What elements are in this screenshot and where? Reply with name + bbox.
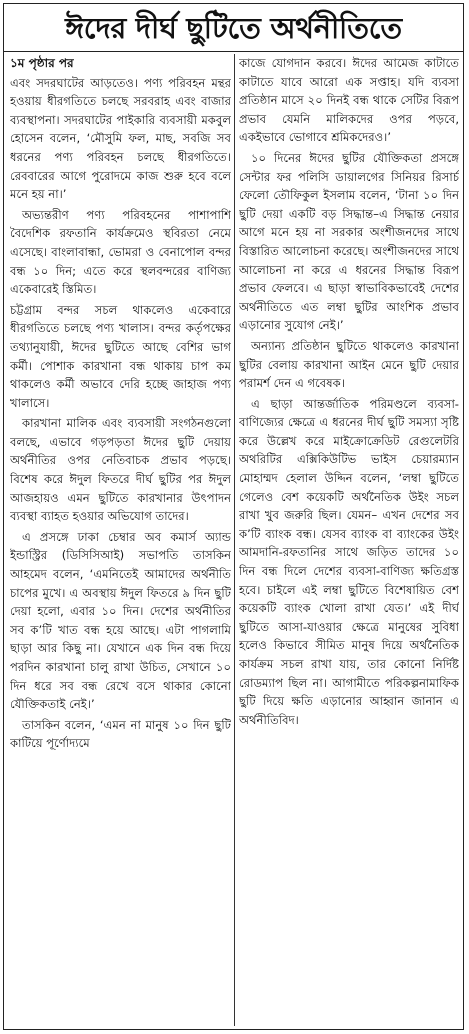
right-column [239,54,459,1026]
paragraph: এ প্রসঙ্গে ঢাকা চেম্বার অব কমার্স অ্যান্ড ইন্ডাস্ট্রির (ডিসিসিআই) সভাপতি তাসকিন আহমেদ বলেন, ‘এমনিতেই আমাদের অর্থনীতি চাপের মুখে। এ অবস্থায় ঈদুল ফিতরে ৯ দিন ছুটি দেয়া হলো, এবার ১০ দিন। দেশের অর্থনীতির সব ক’টি খাত বন্ধ হয়ে আছে। এটা পাগলামি ছাড়া আর কিছু না। যেখানে এক দিন বন্ধ দিয়ে পরদিন কারখানা চালু রাখা উচিত, সেখানে ১০ দিন ধরে সব বন্ধ রেখে বসে থাকার কোনো যৌক্তিকতাই নেই।’ [10,529,231,712]
paragraph: তাসকিন বলেন, ‘এমন না মানুষ ১০ দিন ছুটি কাটিয়ে পূর্ণোদ্যমে [10,717,231,751]
column-divider [234,54,235,1026]
paragraph: এ ছাড়া আন্তর্জাতিক পরিমণ্ডলে ব্যবসা-বাণিজ্যের ক্ষেত্রে এ ধরনের দীর্ঘ ছুটি সমস্যা সৃষ্টি করে উল্লেখ করে মাইক্রোক্রেডিট রেগুলেটরি অথরিটির এক্সিকিউটিভ ভাইস চেয়ারম্যান মোহাম্মদ হেলাল উদ্দিন বলেন, ‘লম্বা ছুটিতে গেলেও বেশ কয়েকটি অর্থনৈতিক উইং সচল রাখা খুব জরুরি ছিল। যেমন– এখন দেশের সব ক’টি ব্যাংক বন্ধ। যেসব ব্যাংক বা ব্যাংকের উইং আমদানি-রফতানির সাথে জড়িত তাদের ১০ দিন বন্ধ দিলে দেশের ব্যবসা-বাণিজ্য ক্ষতিগ্রস্ত হবে। চাইলে এই লম্বা ছুটিতে বিশেষায়িত বেশ কয়েকটি ব্যাংক খোলা রাখা যেত।’ এই দীর্ঘ ছুটিতে আসা-যাওয়ার ক্ষেত্রে মানুষের সুবিধা হলেও কিভাবে সীমিত মানুষ দিয়ে অর্থনৈতিক কার্যক্রম সচল রাখা যায়, তার কোনো নির্দিষ্ট রোডম্যাপ ছিল না। আগামীতে পরিকল্পনামাফিক ছুটি দিয়ে ক্ষতি এড়ানোর আহ্বান জানান এ অর্থনীতিবিদ। [239,396,459,727]
paragraph: অভ্যন্তরীণ পণ্য পরিবহনের পাশাপাশি বৈদেশিক রফতানি কার্যক্রমেও স্থবিরতা নেমে এসেছে। বাংলাবান্ধা, ভোমরা ও বেনাপোল বন্দর বন্ধ ১০ দিন; এতে করে স্থলবন্দরের বাণিজ্য একেবারেই স্তিমিত। [10,207,231,297]
article-headline: ঈদের দীর্ঘ ছুটিতে অর্থনীতিতে [65,11,402,45]
paragraph: কারখানা মালিক এবং ব্যবসায়ী সংগঠনগুলো বলছে, এভাবে গড়পড়তা ঈদের ছুটি দেয়ায় অর্থনীতির ওপর নেতিবাচক প্রভাব পড়ছে। বিশেষ করে ঈদুল ফিতরে দীর্ঘ ছুটির পর ঈদুল আজহায়ও এমন ছুটিতে কারখানার উৎপাদন ব্যবস্থা ব্যাহত হওয়ার অভিযোগ তাদের। [10,416,231,524]
left-column [10,54,231,1026]
paragraph: কাজে যোগদান করবে। ঈদের আমেজ কাটাতে কাটাতে যাবে আরো এক সপ্তাহ। যদি ব্যবসা প্রতিষ্ঠান মাসে ২০ দিনই বন্ধ থাকে সেটির বিরূপ প্রভাব যেমনি মালিকদের ওপর পড়বে, একইভাবে ভোগাবে শ্রমিকদেরও।’ [239,56,459,145]
paragraph: চট্টগ্রাম বন্দর সচল থাকলেও একেবারে ধীরগতিতে চলছে পণ্য খালাস। বন্দর কর্তৃপক্ষের তথ্যানুযায়ী, ঈদের ছুটিতে আছে বেশির ভাগ কর্মী। পোশাক কারখানা বন্ধ থাকায় চাপ কম থাকলেও কর্মী অভাবে দেরি হচ্ছে জাহাজ পণ্য খালাসে। [10,302,231,410]
paragraph: ১০ দিনের ঈদের ছুটির যৌক্তিকতা প্রসঙ্গে সেন্টার ফর পলিসি ডায়ালগের সিনিয়র রিসার্চ ফেলো তৌফিকুল ইসলাম বলেন, ‘টানা ১০ দিন ছুটি দেয়া একটি বড় সিদ্ধান্ত–এ সিদ্ধান্ত নেয়ার আগে মনে হয় না সরকার অংশীজনদের সাথে বিস্তারিত আলোচনা করেছে। অংশীজনদের সাথে আলোচনা না করে এ ধরনের সিদ্ধান্ত বিরূপ প্রভাব ফেলবে। এ ছাড়া স্বাভাবিকভাবেই দেশের অর্থনীতিতে এত লম্বা ছুটির আংশিক প্রভাব এড়ানোর সুযোগ নেই।’ [239,150,459,333]
continued-label: ১ম পৃষ্ঠার পর [10,56,74,70]
paragraph: অন্যান্য প্রতিষ্ঠান ছুটিতে থাকলেও কারখানা ছুটির বেলায় কারখানা আইন মেনে ছুটি দেয়ার পরামর্শ দেন এ গবেষক। [239,338,459,391]
paragraph: এবং সদরঘাটের আড়তেও। পণ্য পরিবহন মন্থর হওয়ায় ধীরগতিতে চলছে সরবরাহ এবং বাজার ব্যবস্থাপনা। সদরঘাটের পাইকারি ব্যবসায়ী মকবুল হোসেন বলেন, ‘মৌসুমি ফল, মাছ, সবজি সব ধরনের পণ্য পরিবহন চলছে ধীরগতিতে। রেববারের আগে পুরোদমে কাজ শুরু হবে বলে মনে হয় না।’ [10,75,231,202]
newspaper-clipping [3,3,464,1030]
headline-divider [4,51,463,52]
